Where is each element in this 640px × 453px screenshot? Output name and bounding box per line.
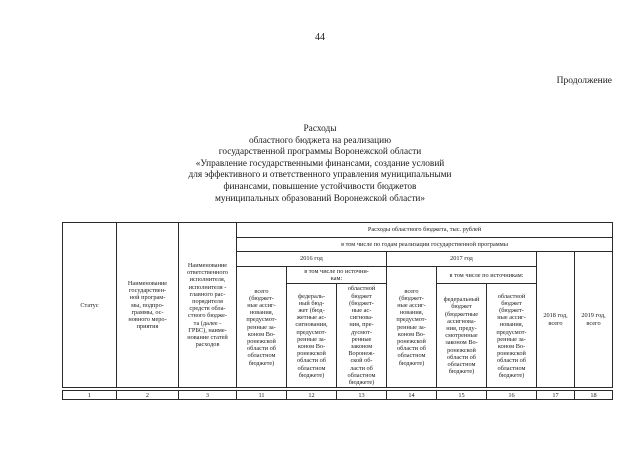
continuation-label: Продолжение: [556, 76, 612, 86]
header-total-2016: всего (бюджет- ные ассиг- нования, предусмот- ренные за- коном Во- ронежской области об областном бюджете): [237, 267, 287, 388]
column-number: 3: [179, 391, 237, 400]
header-regional-2016: областной бюджет (бюджет- ные ас- сигнова- ния, пре- дусмот- ренные законом Воронеж- ской об- ласти об областном бюджете): [337, 284, 387, 388]
header-year-2019: 2019 год, всего: [575, 252, 613, 388]
title-line: государственной программы Воронежской области: [218, 147, 422, 158]
column-number: 15: [437, 391, 487, 400]
header-federal-2017: федеральный бюджет (бюджетные ассигнова- ния, преду- смотренные законом Во- ронежской области об областном бюджете): [437, 284, 487, 388]
header-federal-2016: федераль- ный бюд- жет (бюд- жетные ас- сигнования, предусмот- ренные за- коном Во- ронежской области об областном бюджете): [287, 284, 337, 388]
header-year-2018: 2018 год, всего: [537, 252, 575, 388]
header-total-2017: всего (бюджет- ные ассиг- нования, предусмот- ренные за- коном Во- ронежской области об областном бюджете): [387, 267, 437, 388]
header-year-2017: 2017 год: [387, 252, 537, 267]
column-number: 2: [117, 391, 179, 400]
document-title: [0, 124, 640, 205]
title-line: «Управление государственными финансами, создание условий: [195, 158, 445, 169]
header-by-years: в том числе по годам реализации государственной программы: [237, 238, 613, 252]
column-number: 17: [537, 391, 575, 400]
header-year-2016: 2016 год: [237, 252, 387, 267]
title-line: финансами, повышение устойчивости бюджетов: [223, 181, 417, 192]
column-number: 11: [237, 391, 287, 400]
page-number: 44: [315, 32, 325, 43]
expenses-table: [62, 222, 613, 400]
title-line: муниципальных образований Воронежской области»: [214, 193, 426, 204]
title-line: для эффективного и ответственного управления муниципальными: [188, 170, 452, 181]
column-number: 12: [287, 391, 337, 400]
column-number: 16: [487, 391, 537, 400]
column-number: 13: [337, 391, 387, 400]
header-expenses: Расходы областного бюджета, тыс. рублей: [237, 223, 613, 238]
header-regional-2017: областной бюджет (бюджет- ные ассиг- нования, предусмот- ренные за- коном Во- ронежской области об областном бюджете): [487, 284, 537, 388]
column-number: 14: [387, 391, 437, 400]
title-line: Расходы: [303, 124, 337, 134]
header-including-sources-2016: в том числе по источни- кам:: [287, 267, 387, 284]
title-line: областного бюджета на реализацию: [248, 135, 392, 146]
header-including-sources-2017: в том числе по источникам:: [437, 267, 537, 284]
column-number: 18: [575, 391, 613, 400]
header-program-name: Наименование государствен- ной програм- мы, подпро- граммы, ос- новного меро- приятия: [117, 223, 179, 388]
header-executor: Наименование ответственного исполнителя, исполнителя - главного рас- порядителя средств обла- стного бюдже- та (далее - ГРБС), наиме- нование статей расходов: [179, 223, 237, 388]
column-number: 1: [63, 391, 117, 400]
header-status: Статус: [63, 223, 117, 388]
